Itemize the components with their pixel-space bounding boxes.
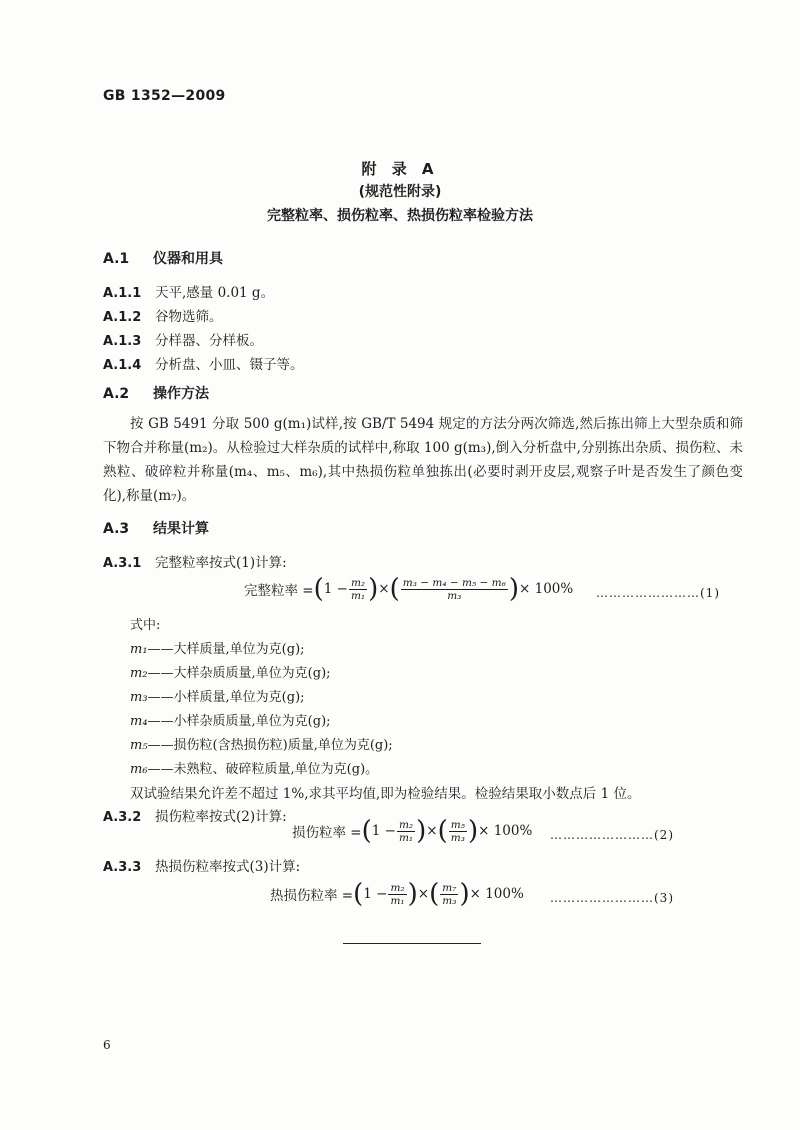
variable-definition [130,638,305,657]
item-text: 完整粒率按式(1)计算: [155,555,287,571]
list-item [103,305,223,325]
end-rule [343,943,481,944]
section-number: A.2 [103,386,130,402]
section-title: 操作方法 [153,386,209,402]
formula-1 [244,576,573,602]
formula-3 [270,881,524,907]
item-text: 谷物选筛。 [155,309,223,325]
denominator: m₃ [450,831,465,844]
calc-item-a31 [103,551,287,571]
times-sign: × [426,823,438,839]
equation-number: ……………………(2) [550,828,674,842]
formula-lhs: 热损伤粒率 = [270,888,354,904]
item-text: 热损伤粒率按式(3)计算: [155,859,301,875]
procedure-paragraph: 按 GB 5491 分取 500 g(m₁)试样,按 GB/T 5494 规定的方法分两次筛选,然后拣出筛上大型杂质和筛下物合并称量(m₂)。从检验过大样杂质的试样中,称取 100 g(m₃),倒入分析盘中,分别拣出杂质、损伤粒、未熟粒、破碎粒并称量(m₄、m₅、m₆),其中热损伤粒单独拣出(必要时剥开皮层,观察子叶是否发生了颜色变化),称量(m₇)。 [103,416,743,504]
formula-2 [292,818,532,844]
section-title: 仪器和用具 [153,251,223,267]
paren-close: ) [467,816,479,846]
paren-open: ( [437,816,448,846]
annex-subject: 完整粒率、损伤粒率、热损伤粒率检验方法 [267,208,533,224]
fraction [397,819,415,844]
numerator: m₂ [390,881,405,894]
item-number: A.3.1 [103,556,142,571]
variable-symbol: m₆ [130,762,148,777]
variable-symbol: m₃ [130,690,148,705]
paren-close: ) [416,816,427,846]
equation-number: ……………………(1) [596,586,720,600]
paren-close: ) [368,574,379,604]
denominator: m₁ [398,831,414,844]
variable-desc: ——大样质量,单位为克(g); [147,642,305,657]
paren-close: ) [459,879,470,909]
section-heading-a1 [103,248,223,268]
numerator: m₃ − m₄ − m₅ − m₆ [402,576,506,589]
paren-close: ) [407,879,418,909]
variable-definition [130,734,393,753]
fraction [349,577,367,602]
paren-open: ( [313,574,324,604]
variable-definition [130,758,378,777]
paren-open: ( [429,879,440,909]
annex-type: (规范性附录) [358,184,442,200]
denominator: m₁ [350,589,366,602]
variable-symbol: m₅ [130,738,148,753]
variable-desc: ——小样质量,单位为克(g); [147,690,305,705]
variable-definition [130,710,331,729]
denominator: m₃ [447,589,462,602]
section-title: 结果计算 [153,521,209,537]
numerator: m₇ [442,881,457,894]
list-item [103,329,263,349]
standard-code: GB 1352—2009 [103,88,226,104]
paren-open: ( [353,879,364,909]
section-number: A.3 [103,521,130,537]
item-number: A.1.3 [103,334,142,349]
fraction [401,577,508,602]
where-label: 式中: [130,618,161,633]
fraction [449,819,467,844]
item-number: A.1.4 [103,358,142,373]
item-number: A.1.1 [103,286,142,301]
variable-desc: ——未熟粒、破碎粒质量,单位为克(g)。 [147,762,379,777]
item-text: 分析盘、小皿、镊子等。 [155,357,304,373]
formula-lhs: 完整粒率 = [244,583,314,599]
item-number: A.3.2 [103,810,142,825]
variable-symbol: m₁ [130,642,148,657]
calc-item-a33 [103,855,300,875]
fraction [440,882,458,907]
equation-number: ……………………(3) [550,891,674,905]
numerator: m₅ [450,818,465,831]
calc-item-a32 [103,805,287,825]
paren-close: ) [508,574,520,604]
numerator: m₂ [350,576,366,589]
paren-open: ( [361,816,372,846]
denominator: m₁ [390,894,405,907]
annex-title: 附 录 A [361,160,439,178]
list-item [103,281,274,301]
section-heading-a3 [103,518,209,538]
variable-symbol: m₂ [130,666,148,681]
one-minus: 1 − [323,581,348,597]
item-number: A.3.3 [103,860,142,875]
variable-definition [130,686,305,705]
variable-symbol: m₄ [130,714,148,729]
variable-desc: ——大样杂质质量,单位为克(g); [147,666,331,681]
variable-definition [130,662,331,681]
item-number: A.1.2 [103,310,142,325]
one-minus: 1 − [371,823,396,839]
page-number: 6 [103,1038,111,1052]
variable-desc: ——小样杂质质量,单位为克(g); [147,714,331,729]
tolerance-text: 双试验结果允许差不超过 1%,求其平均值,即为检验结果。检验结果取小数点后 1 位。 [130,786,641,802]
fraction [388,882,406,907]
item-text: 分样器、分样板。 [155,333,263,349]
item-text: 损伤粒率按式(2)计算: [155,809,287,825]
item-text: 天平,感量 0.01 g。 [155,285,275,301]
percent-term: × 100% [519,581,574,597]
section-heading-a2 [103,383,209,403]
numerator: m₂ [398,818,414,831]
times-sign: × [378,581,390,597]
one-minus: 1 − [363,886,388,902]
list-item [103,353,304,373]
formula-lhs: 损伤粒率 = [292,825,362,841]
percent-term: × 100% [478,823,533,839]
times-sign: × [417,886,430,902]
paren-open: ( [389,574,400,604]
percent-term: × 100% [469,886,524,902]
section-number: A.1 [103,251,130,267]
variable-desc: ——损伤粒(含热损伤粒)质量,单位为克(g); [147,738,393,753]
denominator: m₃ [442,894,457,907]
